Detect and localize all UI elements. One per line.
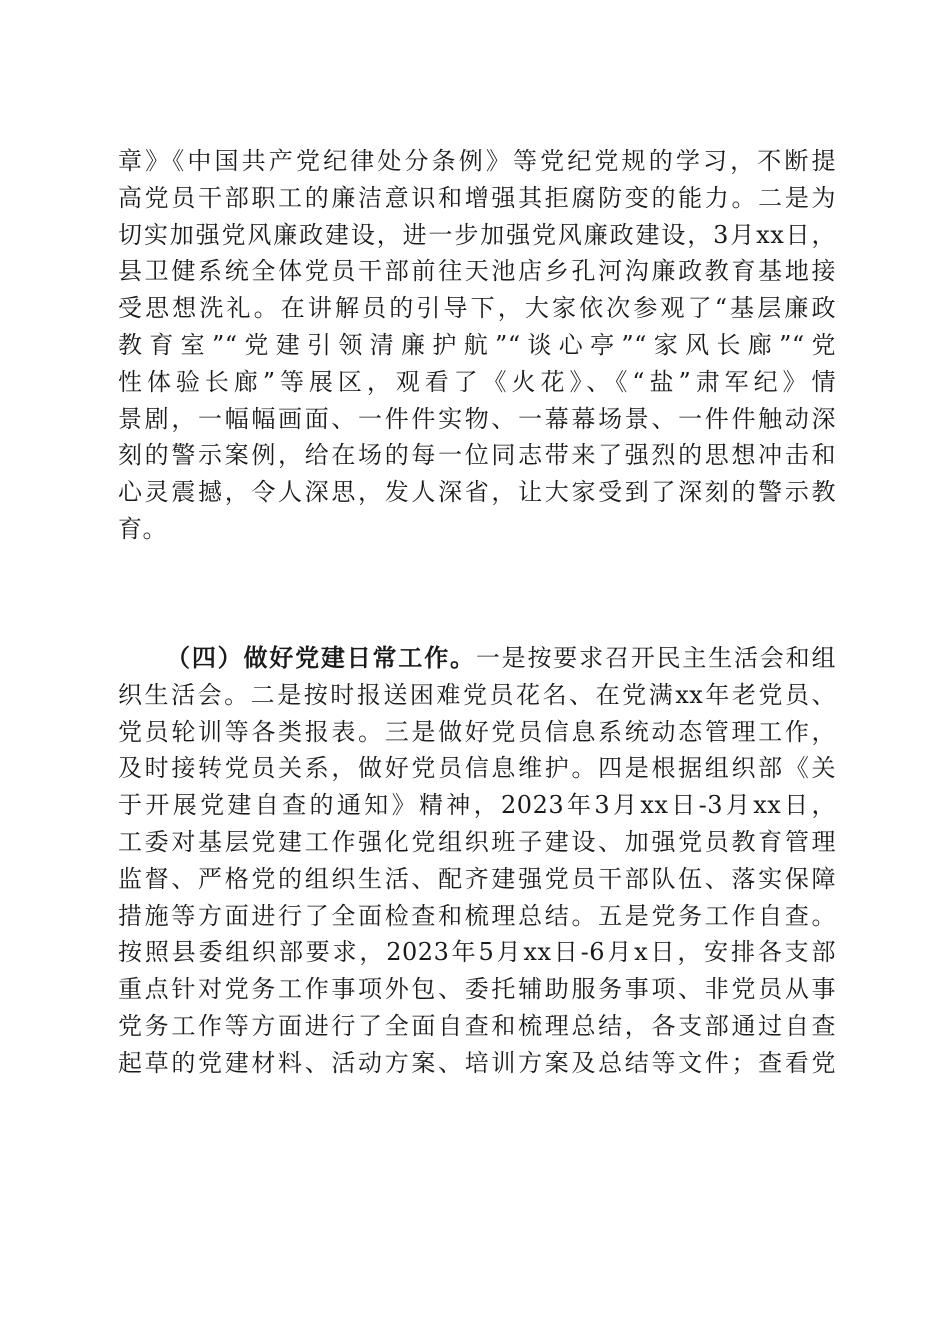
text-line: 县卫健系统全体党员干部前往天池店乡孔河沟廉政教育基地接 <box>118 257 836 286</box>
text-line: 刻的警示案例，给在场的每一位同志带来了强烈的思想冲击和 <box>118 441 836 470</box>
text-line: 于开展党建自查的通知》精神，2023年3月xx日-3月xx日， <box>118 791 836 820</box>
paragraph-daily-party-work <box>118 640 836 1082</box>
text-line: 育。 <box>118 514 167 543</box>
text-line: 章》《中国共产党纪律处分条例》等党纪党规的学习，不断提 <box>118 147 836 175</box>
text-line: 教育室”“党建引领清廉护航”“谈心亭”“家风长廊”“党 <box>118 330 836 359</box>
text-line: 党员轮训等各类报表。三是做好党员信息系统动态管理工作， <box>118 717 836 746</box>
text-line: 切实加强党风廉政建设，进一步加强党风廉政建设，3月xx日， <box>118 220 836 249</box>
text-line-first <box>118 640 836 677</box>
text-line: 织生活会。二是按时报送困难党员花名、在党满xx年老党员、 <box>118 680 836 709</box>
section-heading: （四）做好党建日常工作。 <box>166 643 476 672</box>
text-line: 心灵震撼，令人深思，发人深省，让大家受到了深刻的警示教 <box>118 478 836 507</box>
text-line: 高党员干部职工的廉洁意识和增强其拒腐防变的能力。二是为 <box>118 183 836 212</box>
text-line: 性体验长廊”等展区，观看了《火花》、《“盐”肃军纪》情 <box>118 367 836 396</box>
text-line: 措施等方面进行了全面检查和梳理总结。五是党务工作自查。 <box>118 901 836 930</box>
paragraph-discipline-education <box>118 143 836 548</box>
text-run: 一是按要求召开民主生活会和组 <box>475 644 837 672</box>
text-line: 景剧，一幅幅画面、一件件实物、一幕幕场景、一件件触动深 <box>118 404 836 433</box>
text-line: 按照县委组织部要求，2023年5月xx日-6月x日，安排各支部 <box>118 938 836 967</box>
text-line: 重点针对党务工作事项外包、委托辅助服务事项、非党员从事 <box>118 975 836 1004</box>
text-line: 起草的党建材料、活动方案、培训方案及总结等文件；查看党 <box>118 1048 836 1077</box>
text-line: 监督、严格党的组织生活、配齐建强党员干部队伍、落实保障 <box>118 864 836 893</box>
text-line: 受思想洗礼。在讲解员的引导下，大家依次参观了“基层廉政 <box>118 294 836 323</box>
text-line: 党务工作等方面进行了全面自查和梳理总结，各支部通过自查 <box>118 1011 836 1040</box>
text-line: 及时接转党员关系，做好党员信息维护。四是根据组织部《关 <box>118 754 836 783</box>
text-line: 工委对基层党建工作强化党组织班子建设、加强党员教育管理 <box>118 827 836 856</box>
